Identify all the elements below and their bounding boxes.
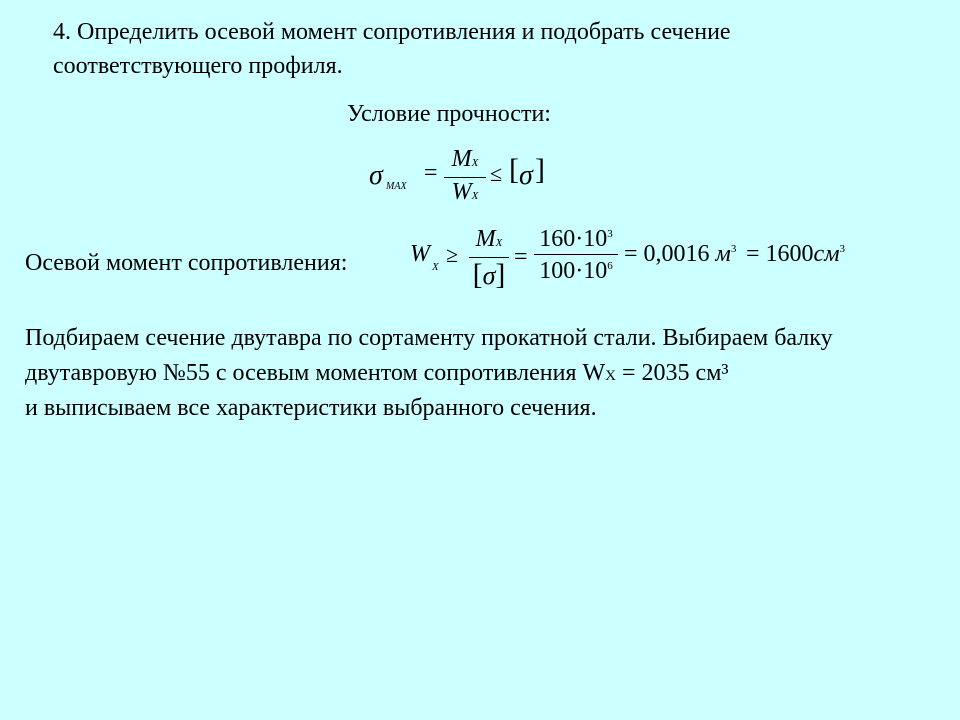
formula-less-equal: ≤ [490, 161, 503, 186]
body-line-1: Подбираем сечение двутавра по сортаменту прокатной стали. Выбираем балку [25, 325, 833, 351]
axial-f1-sigma: σ [482, 261, 496, 290]
formula-left-bracket: [ [509, 153, 519, 186]
axial-w-sub: X [432, 261, 439, 273]
axial-moment-label: Осевой момент сопротивления: [25, 250, 348, 276]
formula-equals: = [424, 160, 438, 186]
formula-fraction [444, 145, 486, 210]
axial-f2-numerator-exp: 3 [607, 228, 613, 240]
strength-condition-label: Условие прочности: [347, 101, 551, 127]
body-line-2a: двутавровую №55 с осевым моментом сопротивления W [25, 360, 606, 386]
numerator-sub: X [471, 157, 479, 169]
body-line-2-sub: X [605, 368, 617, 384]
axial-f1-numerator-sub: X [495, 237, 503, 249]
axial-f1-right-bracket: ] [495, 258, 506, 291]
heading-line-1: 4. Определить осевой момент сопротивления и подобрать сечение [53, 19, 731, 45]
body-line-2 [25, 360, 729, 387]
axial-result-m3 [624, 241, 736, 268]
axial-w: W [410, 241, 430, 267]
formula-right-bracket: ] [535, 153, 545, 186]
axial-fraction-1 [469, 225, 509, 294]
heading-line-2: соответствующего профиля. [53, 53, 343, 79]
axial-unit-cm3: см [813, 241, 840, 267]
denominator-sub: X [471, 190, 479, 202]
formula-sigma: σ [369, 160, 383, 191]
axial-unit-m3: м [715, 241, 731, 267]
axial-fraction-2 [534, 224, 618, 287]
body-line-3: и выписываем все характеристики выбранного сечения. [25, 395, 597, 421]
axial-f2-denominator: 100·10 [539, 258, 608, 284]
body-line-2b: = 2035 см³ [616, 360, 729, 386]
fraction-denominator: W [451, 179, 472, 205]
axial-f1-left-bracket: [ [472, 258, 483, 291]
axial-value-m3: = 0,0016 [624, 241, 710, 267]
axial-value-cm3: = 1600 [746, 241, 814, 267]
axial-result-cm3 [746, 241, 845, 268]
axial-equals-1: = [514, 244, 528, 270]
formula-sigma-sub: MAX [386, 181, 407, 192]
axial-greater-equal: ≥ [446, 242, 459, 267]
axial-f2-numerator: 160·10 [539, 226, 608, 252]
axial-f1-numerator: M [475, 226, 496, 252]
formula-sigma-allowed: σ [519, 160, 533, 191]
axial-unit-cm3-exp: 3 [839, 243, 846, 255]
fraction-numerator: M [451, 146, 472, 172]
axial-f2-denominator-exp: 6 [607, 260, 613, 272]
axial-unit-m3-exp: 3 [730, 243, 737, 255]
